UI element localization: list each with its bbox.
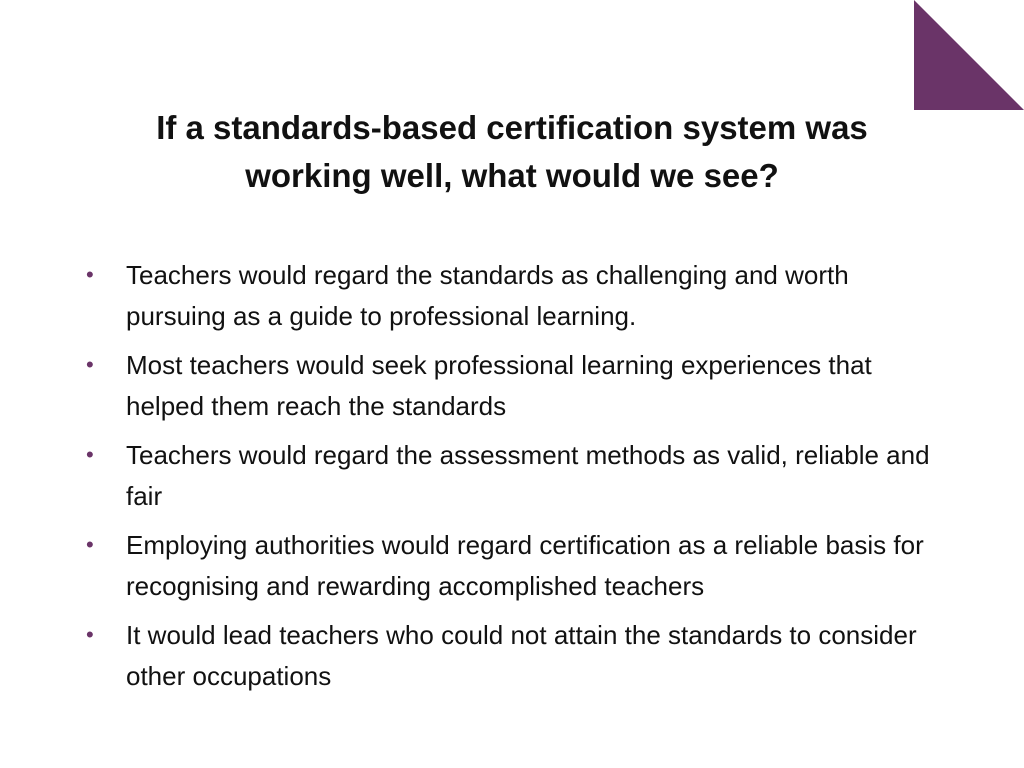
- bullet-item: [86, 435, 946, 517]
- bullet-text: Teachers would regard the standards as challenging and worth pursuing as a guide to professional learning.: [126, 260, 849, 331]
- slide-title-line-1: If a standards-based certification system was: [156, 109, 868, 146]
- bullet-item: [86, 255, 946, 337]
- bullet-icon: •: [86, 532, 94, 557]
- corner-triangle-icon: [914, 0, 1024, 110]
- bullet-item: [86, 525, 946, 607]
- bullet-icon: •: [86, 442, 94, 467]
- slide-title-line-2: working well, what would we see?: [245, 157, 779, 194]
- bullet-text: Employing authorities would regard certification as a reliable basis for recognising and rewarding accomplished teachers: [126, 530, 924, 601]
- bullet-item: [86, 615, 946, 697]
- bullet-text: It would lead teachers who could not attain the standards to consider other occupations: [126, 620, 917, 691]
- bullet-icon: •: [86, 622, 94, 647]
- bullet-icon: •: [86, 352, 94, 377]
- bullet-item: [86, 345, 946, 427]
- bullet-list: [86, 255, 946, 705]
- bullet-text: Teachers would regard the assessment methods as valid, reliable and fair: [126, 440, 930, 511]
- slide-title: [60, 104, 964, 200]
- bullet-text: Most teachers would seek professional learning experiences that helped them reach the standards: [126, 350, 872, 421]
- bullet-icon: •: [86, 262, 94, 287]
